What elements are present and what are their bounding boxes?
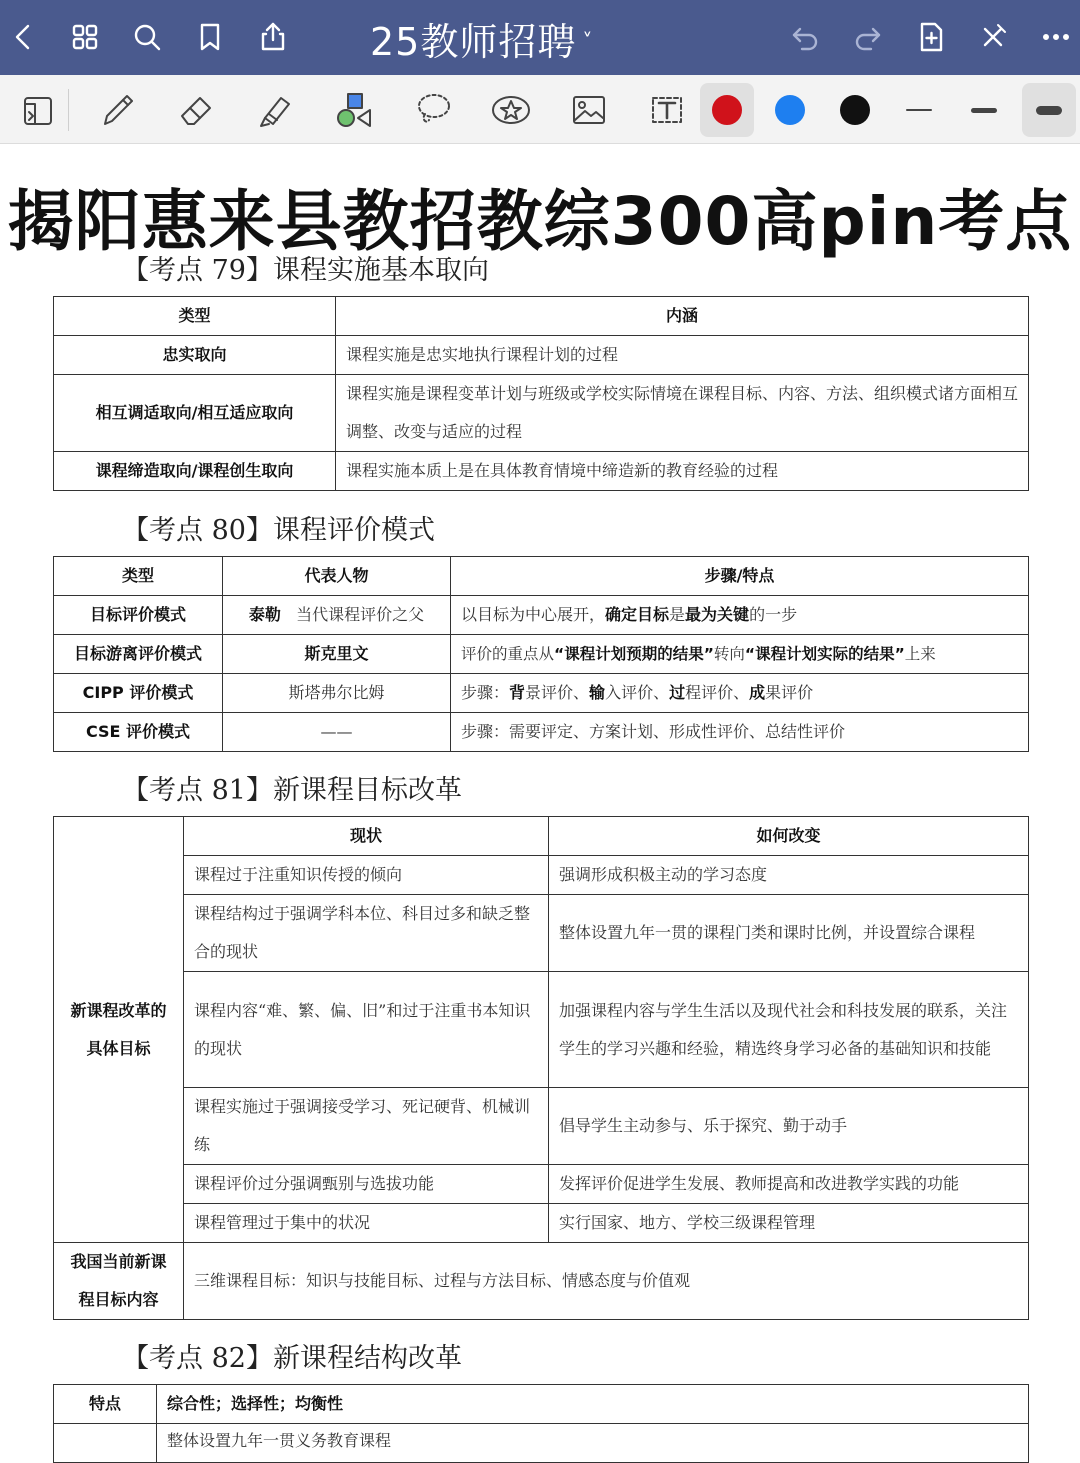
bold-span: 输 (589, 683, 606, 702)
header-current: 现状 (184, 817, 549, 856)
text-span: 景评价、 (525, 683, 590, 702)
shapes-tool-icon[interactable] (327, 83, 381, 137)
table-cell (451, 635, 1029, 674)
text-span: 是 (669, 605, 686, 624)
image-tool-icon[interactable] (562, 83, 616, 137)
table-cell: 课程内容“难、繁、偏、旧”和过于注重书本知识的现状 (184, 972, 549, 1088)
text-span: 程评价、 (685, 683, 750, 702)
table-cell (451, 596, 1029, 635)
bold-span: “课程计划预期的结果” (554, 645, 714, 663)
table-cell: 发挥评价促进学生发展、教师提高和改进教学实践的功能 (549, 1165, 1029, 1204)
document-title: 25教师招聘 (370, 19, 577, 64)
thick-line-icon (1036, 106, 1062, 115)
table-cell: 课程过于注重知识传授的倾向 (184, 856, 549, 895)
table-82 (53, 1384, 1029, 1463)
header-change: 如何改变 (549, 817, 1029, 856)
table-cell (54, 1424, 157, 1463)
toolbar-divider (68, 89, 69, 131)
text-span: 以目标为中心展开， (461, 605, 606, 624)
table-cell: 课程结构过于强调学科本位、科目过多和缺乏整合的现状 (184, 895, 549, 972)
sticker-tool-icon[interactable] (484, 83, 538, 137)
more-options-icon[interactable] (1033, 14, 1079, 60)
table-cell: CSE 评价模式 (54, 713, 223, 752)
table-cell: 斯塔弗尔比姆 (223, 674, 451, 713)
bold-span: 过 (669, 683, 686, 702)
thin-line-icon (906, 109, 932, 111)
text-span: 的一步 (749, 605, 798, 624)
person-note: 当代课程评价之父 (296, 605, 425, 624)
bold-span: 确定目标 (605, 605, 670, 624)
table-cell: 课程实施本质上是在具体教育情境中缔造新的教育经验的过程 (336, 452, 1029, 491)
close-editing-icon[interactable] (970, 14, 1016, 60)
section-79-heading: 【考点 79】课程实施基本取向 (122, 255, 489, 286)
table-cell: 课程评价过分强调甄别与选拔功能 (184, 1165, 549, 1204)
color-swatch-black[interactable] (828, 83, 882, 137)
bold-span: 背 (509, 683, 526, 702)
section-81-heading: 【考点 81】新课程目标改革 (122, 775, 462, 806)
stroke-thick[interactable] (1022, 83, 1076, 137)
section-80-heading: 【考点 80】课程评价模式 (122, 515, 435, 546)
page-title: 揭阳惠来县教招教综300高pin考点 (7, 183, 1073, 260)
text-span: 果评价 (765, 683, 814, 702)
table-cell: 课程实施是课程变革计划与班级或学校实际情境在课程目标、内容、方法、组织模式诸方面相互调整、改变与适应的过程 (336, 375, 1029, 452)
table-cell: 课程缔造取向/课程创生取向 (54, 452, 336, 491)
table-cell (223, 596, 451, 635)
table-80 (53, 556, 1029, 752)
search-icon[interactable] (124, 14, 170, 60)
table-cell: 课程管理过于集中的状况 (184, 1204, 549, 1243)
chevron-down-icon: ˅ (582, 29, 594, 53)
app-top-bar (0, 0, 1080, 75)
table-cell: 课程实施是忠实地执行课程计划的过程 (336, 336, 1029, 375)
table-cell: 课程实施过于强调接受学习、死记硬背、机械训练 (184, 1088, 549, 1165)
table-cell: 倡导学生主动参与、乐于探究、勤于动手 (549, 1088, 1029, 1165)
color-swatch-blue[interactable] (763, 83, 817, 137)
person-name: 泰勒 (248, 605, 281, 624)
header-steps: 步骤/特点 (451, 557, 1029, 596)
table-cell: 相互调适取向/相互适应取向 (54, 375, 336, 452)
table-cell: 目标评价模式 (54, 596, 223, 635)
table-cell: 目标游离评价模式 (54, 635, 223, 674)
add-page-icon[interactable] (908, 14, 954, 60)
redo-icon[interactable] (845, 14, 891, 60)
bold-span: “课程计划实际的结果” (744, 645, 905, 663)
header-person: 代表人物 (223, 557, 451, 596)
text-span: 评价的重点从 (461, 645, 555, 663)
page-layout-icon[interactable] (10, 83, 64, 137)
header-type: 类型 (54, 557, 223, 596)
bookmark-icon[interactable] (187, 14, 233, 60)
color-blue-dot (775, 95, 805, 125)
text-span: 步骤： (461, 683, 510, 702)
table-cell (451, 674, 1029, 713)
table-cell: 强调形成积极主动的学习态度 (549, 856, 1029, 895)
annotation-toolbar (0, 75, 1080, 144)
table-cell: 整体设置九年一贯的课程门类和课时比例，并设置综合课程 (549, 895, 1029, 972)
bold-span: 最为关键 (685, 605, 750, 624)
table-79 (53, 296, 1029, 491)
table-cell: —— (223, 713, 451, 752)
header-meaning: 内涵 (336, 297, 1029, 336)
group-label: 新课程改革的具体目标 (54, 817, 184, 1243)
section-82-heading: 【考点 82】新课程结构改革 (122, 1343, 462, 1374)
pen-tool-icon[interactable] (90, 83, 144, 137)
table-cell: 斯克里文 (223, 635, 451, 674)
stroke-medium[interactable] (957, 83, 1011, 137)
stroke-thin[interactable] (892, 83, 946, 137)
lasso-tool-icon[interactable] (406, 83, 460, 137)
table-cell: 忠实取向 (54, 336, 336, 375)
current-label: 我国当前新课程目标内容 (54, 1243, 184, 1320)
highlighter-tool-icon[interactable] (248, 83, 302, 137)
eraser-tool-icon[interactable] (169, 83, 223, 137)
medium-line-icon (971, 108, 997, 113)
table-81 (53, 816, 1029, 1320)
table-cell: 整体设置九年一贯义务教育课程 (157, 1424, 1029, 1463)
share-icon[interactable] (250, 14, 296, 60)
table-cell: 加强课程内容与学生生活以及现代社会和科技发展的联系，关注学生的学习兴趣和经验，精选终身学习必备的基础知识和技能 (549, 972, 1029, 1088)
color-red-dot (712, 95, 742, 125)
feature-label: 特点 (54, 1385, 157, 1424)
text-span: 入评价、 (605, 683, 670, 702)
table-cell: 三维课程目标：知识与技能目标、过程与方法目标、情感态度与价值观 (184, 1243, 1029, 1320)
table-cell: 步骤：需要评定、方案计划、形成性评价、总结性评价 (451, 713, 1029, 752)
table-cell: 综合性；选择性；均衡性 (157, 1385, 1029, 1424)
text-span: 上来 (904, 645, 936, 663)
table-cell: CIPP 评价模式 (54, 674, 223, 713)
grid-view-icon[interactable] (62, 14, 108, 60)
text-tool-icon[interactable] (640, 83, 694, 137)
undo-icon[interactable] (782, 14, 828, 60)
table-cell: 实行国家、地方、学校三级课程管理 (549, 1204, 1029, 1243)
back-icon[interactable] (0, 14, 46, 60)
color-swatch-red[interactable] (700, 83, 754, 137)
text-span: 转向 (713, 645, 745, 663)
header-type: 类型 (54, 297, 336, 336)
document-title-dropdown[interactable] (370, 12, 593, 64)
color-black-dot (840, 95, 870, 125)
bold-span: 成 (749, 683, 766, 702)
